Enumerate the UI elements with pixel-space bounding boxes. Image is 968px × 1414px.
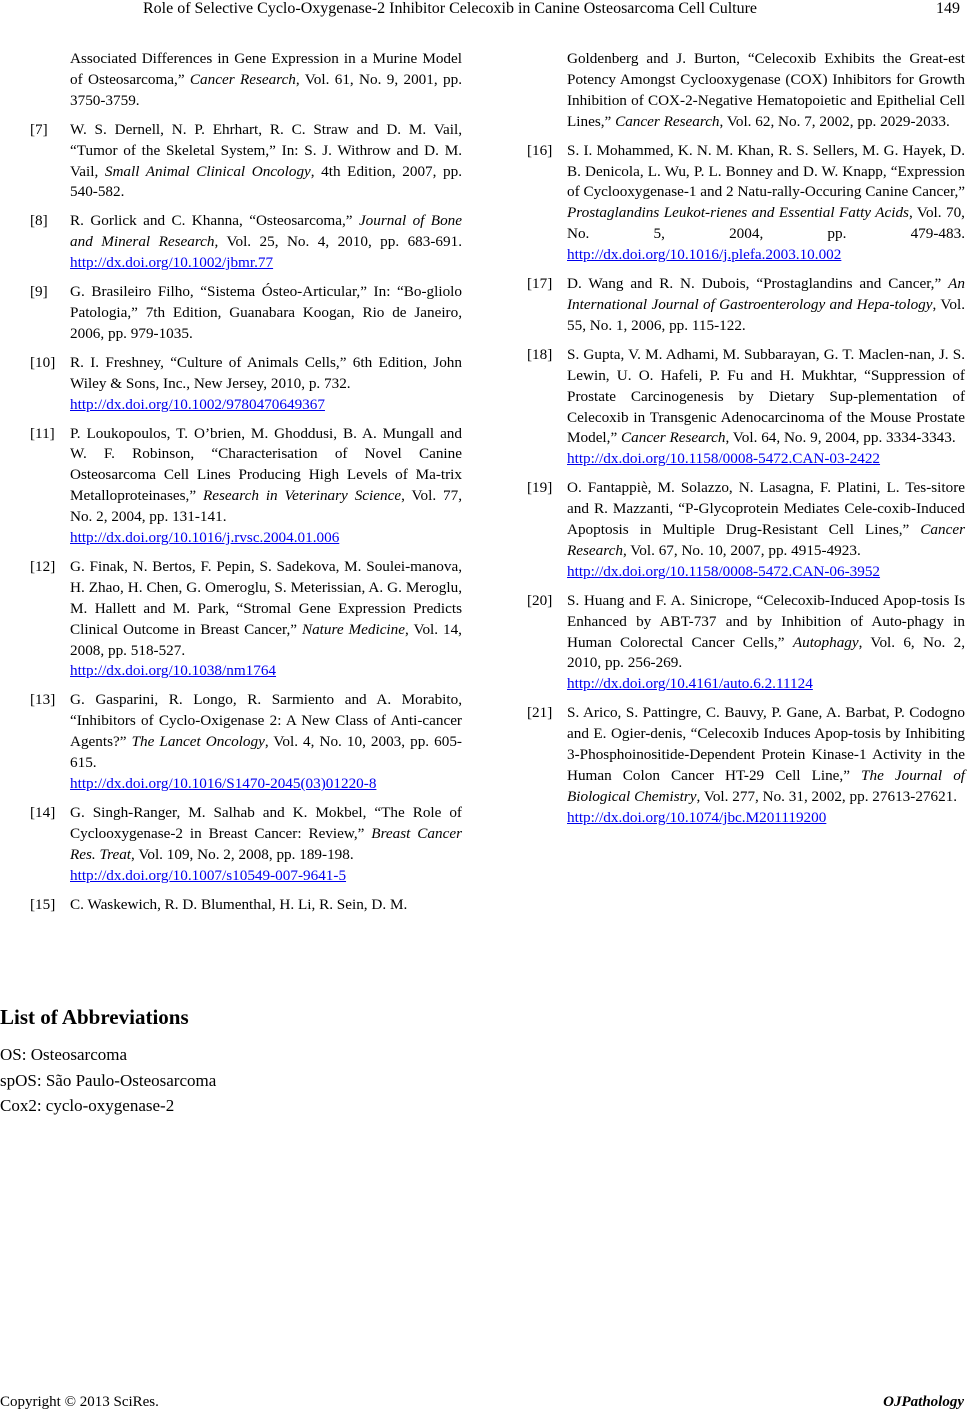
reference-text: , Vol. 277, No. 31, 2002, pp. 27613-27621. <box>696 787 958 805</box>
reference-text: , Vol. 14, 2008, pp. 518-527. <box>70 620 462 659</box>
reference-number: [11] <box>30 424 55 442</box>
reference-text: C. Waskewich, R. D. Blumenthal, H. Li, R. Sein, D. M. <box>70 895 408 913</box>
reference-item <box>30 282 462 345</box>
reference-item <box>30 353 462 416</box>
reference-number: [10] <box>30 353 56 371</box>
reference-source: Breast Cancer Res. Treat <box>70 824 462 863</box>
reference-number: [9] <box>30 283 48 301</box>
reference-text: S. Huang and F. A. Sinicrope, “Celecoxib-Induced Apop-tosis Is Enhanced by ABT-737 and by Inhibition of Auto-phagy in Human Colorectal Cancer Cells,” <box>567 591 965 651</box>
abbreviation-item: Cox2: cyclo-oxygenase-2 <box>0 1096 175 1115</box>
reference-text: W. S. Dernell, N. P. Ehrhart, R. C. Straw and D. M. Vail, “Tumor of the Skeletal System,” In: S. J. Withrow and D. M. Vail, <box>70 120 462 180</box>
reference-number: [13] <box>30 691 56 709</box>
reference-source: Small Animal Clinical Oncology <box>104 162 311 180</box>
reference-text: S. Arico, S. Pattingre, C. Bauvy, P. Gane, A. Barbat, P. Codogno and E. Ogier-denis, “Celecoxib Induces Apop-tosis by Inhibiting 3-Phosphoinositide-Dependent Protein Kinase-1 Activity in the Human Colon Cancer HT-29 Cell Line,” <box>567 704 965 784</box>
reference-item <box>527 49 965 133</box>
reference-source: The Journal of Biological Chemistry <box>567 767 966 805</box>
reference-item <box>527 141 965 266</box>
abbreviations-section <box>0 1005 216 1119</box>
abbreviation-item: OS: Osteosarcoma <box>0 1045 128 1064</box>
reference-item <box>30 690 462 795</box>
abbreviation-item: spOS: São Paulo-Osteosarcoma <box>0 1070 217 1090</box>
reference-source: Autophagy <box>792 633 859 651</box>
doi-link[interactable]: http://dx.doi.org/10.1074/jbc.M201119200 <box>567 808 827 826</box>
reference-text: , Vol. 6, No. 2, 2010, pp. 256-269. <box>567 633 966 672</box>
doi-link[interactable]: http://dx.doi.org/10.1002/9780470649367 <box>70 395 325 413</box>
reference-text: , Vol. 62, No. 7, 2002, pp. 2029-2033. <box>719 112 950 130</box>
reference-text: , Vol. 4, No. 10, 2003, pp. 605-615. <box>70 733 462 772</box>
reference-text: G. Brasileiro Filho, “Sistema Ósteo-Articular,” In: “Bo-gliolo Patologia,” 7th Edition, Guanabara Koogan, Rio de Janeiro, 2006, pp. 979-1035. <box>70 283 462 342</box>
doi-link[interactable]: http://dx.doi.org/10.1016/S1470-2045(03)01220-8 <box>70 775 377 792</box>
reference-item <box>30 895 462 916</box>
reference-number: [14] <box>30 803 56 821</box>
doi-link[interactable]: http://dx.doi.org/10.1002/jbmr.77 <box>70 254 274 272</box>
reference-source: An International Journal of Gastroenterology and Hepa-tology <box>567 275 965 313</box>
reference-text: D. Wang and R. N. Dubois, “Prostaglandins and Cancer,” <box>567 275 949 293</box>
reference-item <box>527 703 965 828</box>
reference-item <box>527 478 965 583</box>
reference-number: [17] <box>527 275 553 293</box>
reference-number: [19] <box>527 479 553 497</box>
reference-item <box>30 211 462 274</box>
doi-link[interactable]: http://dx.doi.org/10.1038/nm1764 <box>70 662 277 680</box>
reference-number: [16] <box>527 141 553 159</box>
left-column-references <box>30 49 462 923</box>
reference-item <box>30 49 462 112</box>
copyright-text: Copyright © 2013 SciRes. <box>0 1394 159 1410</box>
abbreviations-heading: List of Abbreviations <box>0 1005 189 1029</box>
reference-item <box>30 424 462 549</box>
reference-source: Cancer Research <box>615 112 720 130</box>
reference-item <box>527 591 965 696</box>
reference-text: G. Singh-Ranger, M. Salhab and K. Mokbel, “The Role of Cyclooxygenase-2 in Breast Cancer: Review,” <box>70 803 462 842</box>
reference-source: Prostaglandins Leukot-rienes and Essential Fatty Acids <box>567 204 909 222</box>
reference-text: Goldenberg and J. Burton, “Celecoxib Exhibits the Great-est Potency Amongst Cyclooxygenase (COX) Inhibitors for Growth Inhibition of COX-2-Negative Hematopoietic and Epithelial Cell Lines,” <box>567 50 965 130</box>
reference-source: The Lancet Oncology <box>131 733 265 751</box>
reference-source: Research in Veterinary Science <box>203 487 402 505</box>
reference-text: , Vol. 25, No. 4, 2010, pp. 683-691. <box>214 233 463 251</box>
reference-source: Cancer Research <box>567 521 965 559</box>
reference-text: G. Gasparini, R. Longo, R. Sarmiento and A. Morabito, “Inhibitors of Cyclo-Oxigenase 2: A New Class of Anti-cancer Agents?” <box>70 691 462 751</box>
reference-item <box>30 557 462 682</box>
reference-text: O. Fantappiè, M. Solazzo, N. Lasagna, F. Platini, L. Tes-sitore and R. Mazzanti, “P-Glycoprotein Mediates Cele-coxib-Induced Apoptosis in Multiple Drug-Resistant Cell Lines,” <box>567 479 965 539</box>
reference-text: Associated Differences in Gene Expression in a Murine Model of Osteosarcoma,” <box>70 50 462 88</box>
reference-number: [18] <box>527 345 553 363</box>
reference-text: G. Finak, N. Bertos, F. Pepin, S. Sadekova, M. Soulei-manova, H. Zhao, H. Chen, G. Omeroglu, S. Meterissian, A. G. Meroglu, M. Hallett and M. Park, “Stromal Gene Expression Predicts Clinical Outcome in Breast Cancer,” <box>70 557 462 638</box>
reference-number: [8] <box>30 212 48 230</box>
reference-text: S. Gupta, V. M. Adhami, M. Subbarayan, G. T. Maclen-nan, J. S. Lewin, U. O. Hafeli, P. Fu and H. Mukhtar, “Suppression of Prostate Carcinogenesis by Dietary Sup-plementation of Celecoxib in Transgenic Adenocarcinoma of the Mouse Prostate Model,” <box>567 345 965 447</box>
reference-text: P. Loukopoulos, T. O’brien, M. Ghoddusi, B. A. Mungall and W. F. Robinson, “Characterisation of Novel Canine Osteosarcoma Cell Lines Producing High Levels of Ma-trix Metalloproteinases,” <box>70 424 462 505</box>
reference-number: [7] <box>30 120 48 138</box>
reference-source: Journal of Bone and Mineral Research <box>70 212 463 251</box>
reference-item <box>30 803 462 887</box>
right-column-references <box>527 49 965 837</box>
reference-text: R. Gorlick and C. Khanna, “Osteosarcoma,” <box>70 212 359 230</box>
reference-item <box>30 120 462 204</box>
reference-number: [15] <box>30 895 56 913</box>
reference-text: R. I. Freshney, “Culture of Animals Cells,” 6th Edition, John Wiley & Sons, Inc., New Jersey, 2010, p. 732. <box>70 353 462 392</box>
reference-text: , Vol. 77, No. 2, 2004, pp. 131-141. <box>70 487 462 526</box>
reference-source: Cancer Research <box>621 429 726 447</box>
reference-number: [12] <box>30 557 56 575</box>
reference-text: , Vol. 67, No. 10, 2007, pp. 4915-4923. <box>622 541 861 559</box>
reference-item <box>527 274 965 337</box>
reference-number: [21] <box>527 704 553 722</box>
doi-link[interactable]: http://dx.doi.org/10.4161/auto.6.2.11124 <box>567 675 813 693</box>
reference-number: [20] <box>527 591 553 609</box>
reference-text: , 4th Edition, 2007, pp. 540-582. <box>70 162 463 201</box>
doi-link[interactable]: http://dx.doi.org/10.1016/j.plefa.2003.10.002 <box>567 246 842 264</box>
reference-source: Nature Medicine <box>301 620 405 638</box>
reference-text: S. I. Mohammed, K. N. M. Khan, R. S. Sellers, M. G. Hayek, D. B. Denicola, L. Wu, P. L. Bonney and D. W. Knapp, “Expression of Cyclooxygenase-1 and 2 Natu-rally-Occuring Canine Cancer,” <box>567 141 965 201</box>
doi-link[interactable]: http://dx.doi.org/10.1016/j.rvsc.2004.01.006 <box>70 529 340 547</box>
reference-text: , Vol. 109, No. 2, 2008, pp. 189-198. <box>131 845 354 863</box>
running-title: Role of Selective Cyclo-Oxygenase-2 Inhibitor Celecoxib in Canine Osteosarcoma Cell Culture <box>142 0 758 17</box>
doi-link[interactable]: http://dx.doi.org/10.1158/0008-5472.CAN-03-2422 <box>567 450 881 468</box>
reference-source: Cancer Research <box>189 70 296 88</box>
reference-text: , Vol. 61, No. 9, 2001, pp. 3750-3759. <box>70 70 462 109</box>
running-header <box>0 0 968 22</box>
reference-item <box>527 345 965 470</box>
reference-text: , Vol. 70, No. 5, 2004, pp. 479-483. <box>567 204 965 243</box>
doi-link[interactable]: http://dx.doi.org/10.1007/s10549-007-9641-5 <box>70 866 347 884</box>
reference-text: , Vol. 55, No. 1, 2006, pp. 115-122. <box>567 295 965 334</box>
page-number: 149 <box>936 0 960 17</box>
journal-name: OJPathology <box>883 1394 964 1410</box>
reference-text: , Vol. 64, No. 9, 2004, pp. 3334-3343. <box>725 429 956 447</box>
doi-link[interactable]: http://dx.doi.org/10.1158/0008-5472.CAN-06-3952 <box>567 562 881 580</box>
